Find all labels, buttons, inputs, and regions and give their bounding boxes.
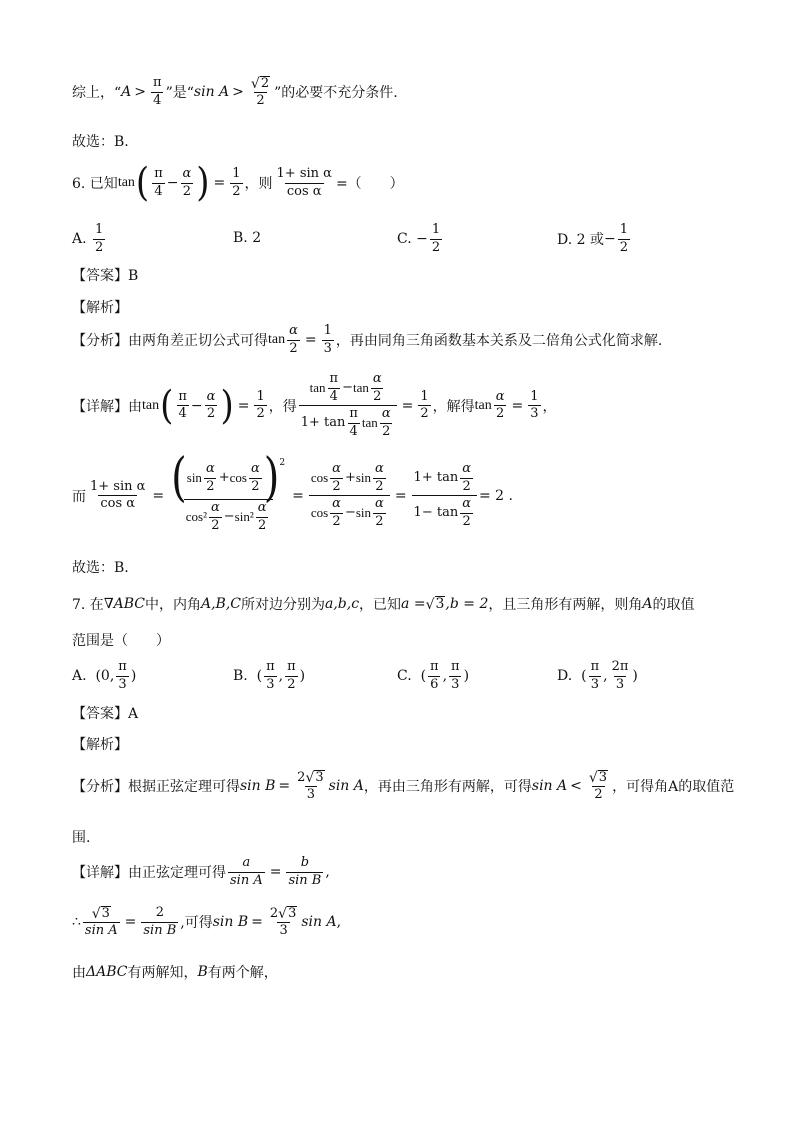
- analysis-6: [72, 297, 128, 317]
- den: sin B: [288, 872, 322, 888]
- den: 4: [154, 183, 163, 199]
- math-fn: cos: [310, 504, 329, 520]
- den: 2: [619, 239, 628, 255]
- radicand: 3: [435, 595, 445, 612]
- math-fn: sin²: [234, 508, 254, 524]
- analysis-7: [72, 734, 128, 754]
- num: α: [332, 460, 341, 476]
- den: 2: [95, 239, 104, 255]
- den: 2: [287, 676, 296, 692]
- math-fn: sin: [355, 469, 372, 485]
- den: 2: [251, 478, 260, 494]
- sqrt: √ 3: [425, 595, 445, 614]
- num: α: [462, 460, 471, 476]
- den: sin A: [84, 923, 118, 939]
- option-text: B. 2: [233, 230, 262, 246]
- text: ，解得: [432, 398, 475, 415]
- text: 综上，“: [72, 85, 122, 102]
- option-label: D.: [557, 668, 573, 685]
- fenxi-7: [72, 770, 734, 803]
- text: 由正弦定理可得: [128, 865, 226, 882]
- math-fn: tan: [352, 379, 369, 395]
- num: 2: [297, 769, 306, 785]
- den: 6: [430, 676, 439, 692]
- num: π: [178, 388, 187, 404]
- den: 2: [332, 478, 341, 494]
- den: 2: [332, 513, 341, 529]
- option-label: A.: [72, 231, 87, 248]
- math-var: A: [121, 84, 132, 101]
- text: =（ ）: [335, 176, 404, 192]
- math-op: <: [570, 778, 582, 795]
- text: ，已知: [359, 597, 402, 613]
- den: 4: [329, 388, 338, 404]
- text: = 2 .: [478, 487, 513, 504]
- option-label: D. 2 或: [557, 232, 604, 249]
- fraction: √ 3 2: [588, 770, 608, 803]
- xiangjie-6: 【详解】 由 tan ( $\frac{\pi}{4}$ − $\frac{\alpha}{2}$ ) = $\frac{1}{2}$ ，得 tan $\frac{\pi}{4}$ − tan $\frac{\alpha}{2}$ 1+ tan $\frac{\pi}{4}$ tan $\frac{\alpha}{2}$ = $\frac{1}{2}$ ，解得 tan $\frac{\alpha}{2}$ = $\frac{1}{3}$ ，: [72, 371, 557, 439]
- fenxi-7-line2: [72, 827, 90, 847]
- math: sin B: [212, 914, 249, 931]
- den: 4: [349, 423, 358, 439]
- den: cos α: [286, 183, 322, 199]
- den: 2: [182, 183, 191, 199]
- math-fn: sin: [186, 469, 202, 485]
- fraction: [205, 390, 218, 422]
- math: (: [581, 668, 587, 685]
- num: α: [289, 323, 298, 338]
- radicand: 3: [101, 906, 110, 921]
- text: 1− tan: [413, 504, 459, 520]
- math-op: >: [134, 84, 147, 101]
- math-fn: cos: [310, 469, 329, 485]
- den: 3: [118, 676, 127, 692]
- num: α: [182, 165, 192, 181]
- num: α: [210, 500, 220, 515]
- num: π: [266, 659, 275, 674]
- num: π: [451, 659, 460, 674]
- text: 而: [72, 488, 86, 505]
- fraction: [618, 223, 630, 255]
- den: 2: [206, 478, 215, 494]
- text: 故选：B.: [72, 134, 129, 150]
- den: 2: [257, 517, 267, 533]
- num: α: [250, 460, 260, 476]
- tag: 【分析】: [72, 779, 128, 796]
- radicand: 3: [288, 906, 297, 921]
- num: 1: [323, 323, 332, 338]
- math-op: >: [232, 84, 244, 101]
- den: 3: [266, 676, 275, 692]
- answer-6: [72, 265, 138, 285]
- num: π: [118, 659, 127, 674]
- text: ，可得角A的取值范: [612, 779, 735, 796]
- math: a,b,c: [324, 596, 360, 612]
- text: 【解析】: [72, 737, 128, 753]
- choice-line: [72, 131, 129, 151]
- text: ，且三角形有两解，则角: [488, 597, 643, 613]
- summary-line: [72, 76, 398, 109]
- den: 4: [178, 406, 187, 422]
- choice-6: [72, 557, 129, 577]
- math: B: [197, 964, 208, 980]
- equation-chain: 而 $\frac{\text{1+ sin α}}{\text{cos α}}$ = ( sin $\frac{\alpha}{2}$ + cos $\frac{\alpha}{2}$ ) 2 cos² $\frac{\alpha}{2}$ − sin² $\frac{\alpha}{2}$ = cos $\frac{\alpha}{2}$ + sin $\frac{\alpha}{2}$ cos $\frac{\alpha}{2}$ − sin $\frac{\alpha}{2}$ = 1+ tan $\frac{\alpha}{2}$ 1− tan $\frac{\alpha}{2}$ = 2 .: [72, 448, 513, 533]
- sqrt: √ 2: [250, 76, 270, 93]
- question-7-line2: [72, 630, 170, 650]
- den: 3: [323, 340, 332, 356]
- radicand: 3: [598, 770, 608, 785]
- q7-option-a: [72, 660, 136, 692]
- math-op: =: [278, 778, 291, 795]
- num: 1: [232, 165, 241, 181]
- big-fraction: tan $\frac{\pi}{4}$ − tan $\frac{\alpha}{2}$ 1+ tan $\frac{\pi}{4}$ tan $\frac{\alpha}{2}$: [299, 372, 397, 439]
- den: sin B: [143, 922, 177, 938]
- den: 2: [462, 478, 471, 494]
- math: ΔABC: [86, 964, 128, 980]
- math: A,B,C: [200, 596, 241, 612]
- num: π: [329, 371, 339, 386]
- math: (0,: [95, 668, 115, 685]
- fraction: [176, 390, 189, 422]
- fraction: [275, 167, 334, 199]
- num: π: [154, 165, 163, 181]
- text: 由: [128, 398, 142, 415]
- math-fn: tan: [268, 332, 286, 348]
- num: 1: [256, 388, 265, 404]
- math: (: [256, 668, 263, 685]
- den: 3: [615, 676, 625, 692]
- text: ,: [325, 864, 330, 881]
- den: 4: [153, 92, 162, 108]
- math-fn: tan: [309, 379, 326, 395]
- math-op: =: [124, 914, 137, 931]
- fraction: [322, 324, 334, 356]
- question-number: 6. 已知: [72, 176, 118, 192]
- num: 1: [431, 222, 441, 237]
- fenxi-6: 【分析】 由两角差正切公式可得 tan $\frac{\alpha}{2}$ = $\frac{1}{3}$ ，再由同角三角函数基本关系及二倍角公式化简求解.: [72, 323, 663, 356]
- math: ): [130, 668, 137, 685]
- num: 2π: [611, 659, 629, 674]
- question-number: 7. 在: [72, 597, 104, 613]
- fraction: [230, 167, 242, 199]
- text: 的取值: [652, 597, 695, 613]
- math: ∇ABC: [103, 596, 145, 612]
- paren: (: [135, 160, 150, 206]
- text: ”是“: [165, 85, 194, 102]
- math: ): [632, 668, 638, 685]
- fraction: 2 √ 3 3: [297, 769, 324, 803]
- math: sin A: [301, 914, 337, 931]
- num: π: [430, 659, 439, 674]
- math: sin A: [531, 778, 568, 795]
- fraction: [430, 223, 442, 255]
- math-op: −: [416, 231, 428, 248]
- num: 1: [95, 222, 104, 237]
- therefore-line: [72, 906, 341, 939]
- text: ，再由三角形有两解，可得: [363, 779, 532, 796]
- den: 2: [206, 406, 216, 422]
- option-label: B.: [233, 668, 248, 685]
- num: α: [205, 460, 215, 476]
- den: 3: [451, 676, 460, 692]
- math: ,b = 2: [445, 596, 489, 612]
- text: ,: [336, 914, 342, 931]
- text: 围.: [72, 830, 91, 846]
- math-op: =: [251, 914, 263, 931]
- num: α: [332, 496, 341, 512]
- den: 2: [462, 513, 471, 529]
- text: 故选：B.: [72, 560, 129, 576]
- math: sin B: [240, 778, 276, 795]
- num: α: [375, 460, 384, 476]
- text: 中，内角: [144, 597, 201, 613]
- text: 所对边分别为: [240, 597, 325, 613]
- den: 3: [306, 787, 316, 803]
- num: 1+ sin α: [90, 478, 146, 494]
- den: 2: [373, 388, 382, 404]
- text: 1+ tan: [300, 414, 346, 430]
- xiangjie-7: [72, 856, 330, 888]
- answer-7: [72, 703, 138, 723]
- text: ,可得: [180, 915, 213, 932]
- text: ，得: [268, 398, 297, 415]
- num: a: [242, 855, 251, 870]
- math: ): [299, 668, 306, 685]
- math-fn: cos²: [185, 508, 207, 524]
- num: α: [375, 496, 384, 512]
- num: π: [287, 659, 296, 674]
- math: A: [642, 596, 653, 612]
- num: α: [381, 406, 391, 422]
- big-fraction: [412, 462, 477, 529]
- text: ，则: [244, 176, 273, 192]
- text: 【答案】A: [72, 706, 139, 722]
- last-line: [72, 962, 278, 982]
- q6-option-a: [72, 223, 107, 255]
- fraction: [180, 167, 193, 199]
- fraction: [152, 167, 165, 199]
- num: 1+ sin α: [276, 165, 332, 181]
- math-fn: tan: [142, 397, 160, 413]
- option-label: C.: [397, 668, 412, 685]
- den: 2: [594, 787, 603, 803]
- den: 3: [279, 923, 288, 939]
- fraction: [141, 906, 178, 938]
- num: π: [153, 75, 162, 91]
- q7-option-d: D. ( $\frac{\pi}{3}$ , $\frac{2\pi}{3}$ ): [557, 659, 638, 692]
- fraction-pi-4: [151, 76, 164, 108]
- fraction: [528, 390, 540, 422]
- tag: 【分析】: [72, 333, 128, 350]
- text: 【解析】: [72, 300, 128, 316]
- radicand: 2: [260, 76, 270, 91]
- q6-option-b: [233, 230, 261, 246]
- num: 2: [269, 905, 279, 921]
- math: (: [420, 668, 427, 685]
- den: 2: [375, 513, 384, 529]
- text: ”的必要不充分条件.: [274, 85, 398, 102]
- question-6: [72, 160, 404, 206]
- num: 1: [530, 388, 539, 404]
- text: 1+ tan: [413, 469, 459, 485]
- paren: ): [196, 160, 210, 206]
- num: α: [257, 500, 267, 515]
- text: 由: [72, 965, 86, 981]
- num: α: [372, 371, 382, 386]
- text: 由两角差正切公式可得: [128, 333, 268, 350]
- den: 3: [530, 406, 539, 422]
- den: 2: [420, 406, 429, 422]
- text: 范围是（ ）: [72, 633, 170, 649]
- math-op: −: [603, 231, 616, 248]
- num: 1: [619, 222, 628, 237]
- math: a =: [401, 596, 426, 612]
- text: 根据正弦定理可得: [128, 779, 240, 796]
- den: 3: [590, 676, 599, 692]
- q6-option-c: [397, 223, 444, 255]
- text: 有两解知，: [127, 965, 198, 981]
- den: 2: [211, 517, 220, 533]
- fraction-sqrt2-2: [249, 76, 272, 109]
- den: 2: [375, 478, 384, 494]
- fraction: [286, 856, 323, 888]
- math-fn: cos: [229, 469, 247, 485]
- q6-option-d: [557, 223, 632, 255]
- num: b: [300, 855, 310, 870]
- fraction: [494, 390, 507, 422]
- fraction: [88, 480, 147, 512]
- fraction: [93, 223, 105, 255]
- den: 2: [256, 406, 265, 422]
- num: α: [495, 388, 505, 404]
- math: sin A: [328, 778, 364, 795]
- question-7: [72, 594, 695, 614]
- math-expr: sin A: [193, 84, 230, 101]
- num: α: [206, 388, 216, 404]
- q7-option-b: B. ( $\frac{\pi}{3}$ , $\frac{\pi}{2}$ ): [233, 659, 306, 692]
- text: ，: [542, 398, 557, 415]
- math-fn: tan: [117, 175, 135, 190]
- fraction: 2 √ 3 3: [269, 905, 297, 939]
- den: 2: [431, 239, 441, 255]
- num: 1: [420, 388, 429, 404]
- q7-option-c: C. ( $\frac{\pi}{6}$ , $\frac{\pi}{3}$ ): [397, 659, 470, 692]
- den: 2: [289, 340, 298, 356]
- fraction: [228, 856, 265, 888]
- fraction: [254, 390, 266, 422]
- tag: 【详解】: [72, 865, 128, 882]
- den: cos α: [100, 496, 136, 512]
- fraction: √ 3 sin A: [84, 906, 118, 939]
- den: 2: [256, 93, 265, 109]
- math-op: −: [166, 175, 179, 191]
- den: 2: [382, 423, 391, 439]
- big-fraction: cos $\frac{\alpha}{2}$ + sin $\frac{\alpha}{2}$ cos $\frac{\alpha}{2}$ − sin $\frac{\alpha}{2}$: [309, 462, 390, 529]
- math: ): [463, 668, 470, 685]
- text: 【答案】B: [72, 268, 139, 284]
- num: 2: [155, 905, 164, 921]
- text: ，再由同角三角函数基本关系及二倍角公式化简求解.: [335, 333, 663, 350]
- math-fn: sin: [355, 504, 372, 520]
- math-op: =: [213, 175, 226, 191]
- math-op: ∴: [72, 914, 81, 931]
- fraction: [418, 390, 430, 422]
- option-label: A.: [72, 668, 87, 685]
- radicand: 3: [315, 770, 324, 785]
- num: α: [462, 496, 471, 512]
- big-fraction: ( sin $\frac{\alpha}{2}$ + cos $\frac{\alpha}{2}$ ) 2 cos² $\frac{\alpha}{2}$ − sin² $\frac{\alpha}{2}$: [171, 448, 286, 533]
- fraction: [287, 324, 300, 356]
- tag: 【详解】: [72, 398, 128, 415]
- text: 有两个解，: [207, 965, 278, 981]
- math-op: =: [269, 864, 282, 881]
- option-label: C.: [397, 231, 412, 248]
- den: 2: [495, 406, 505, 422]
- num: π: [349, 406, 358, 422]
- den: 2: [232, 183, 241, 199]
- den: sin A: [230, 872, 263, 888]
- num: π: [590, 659, 600, 674]
